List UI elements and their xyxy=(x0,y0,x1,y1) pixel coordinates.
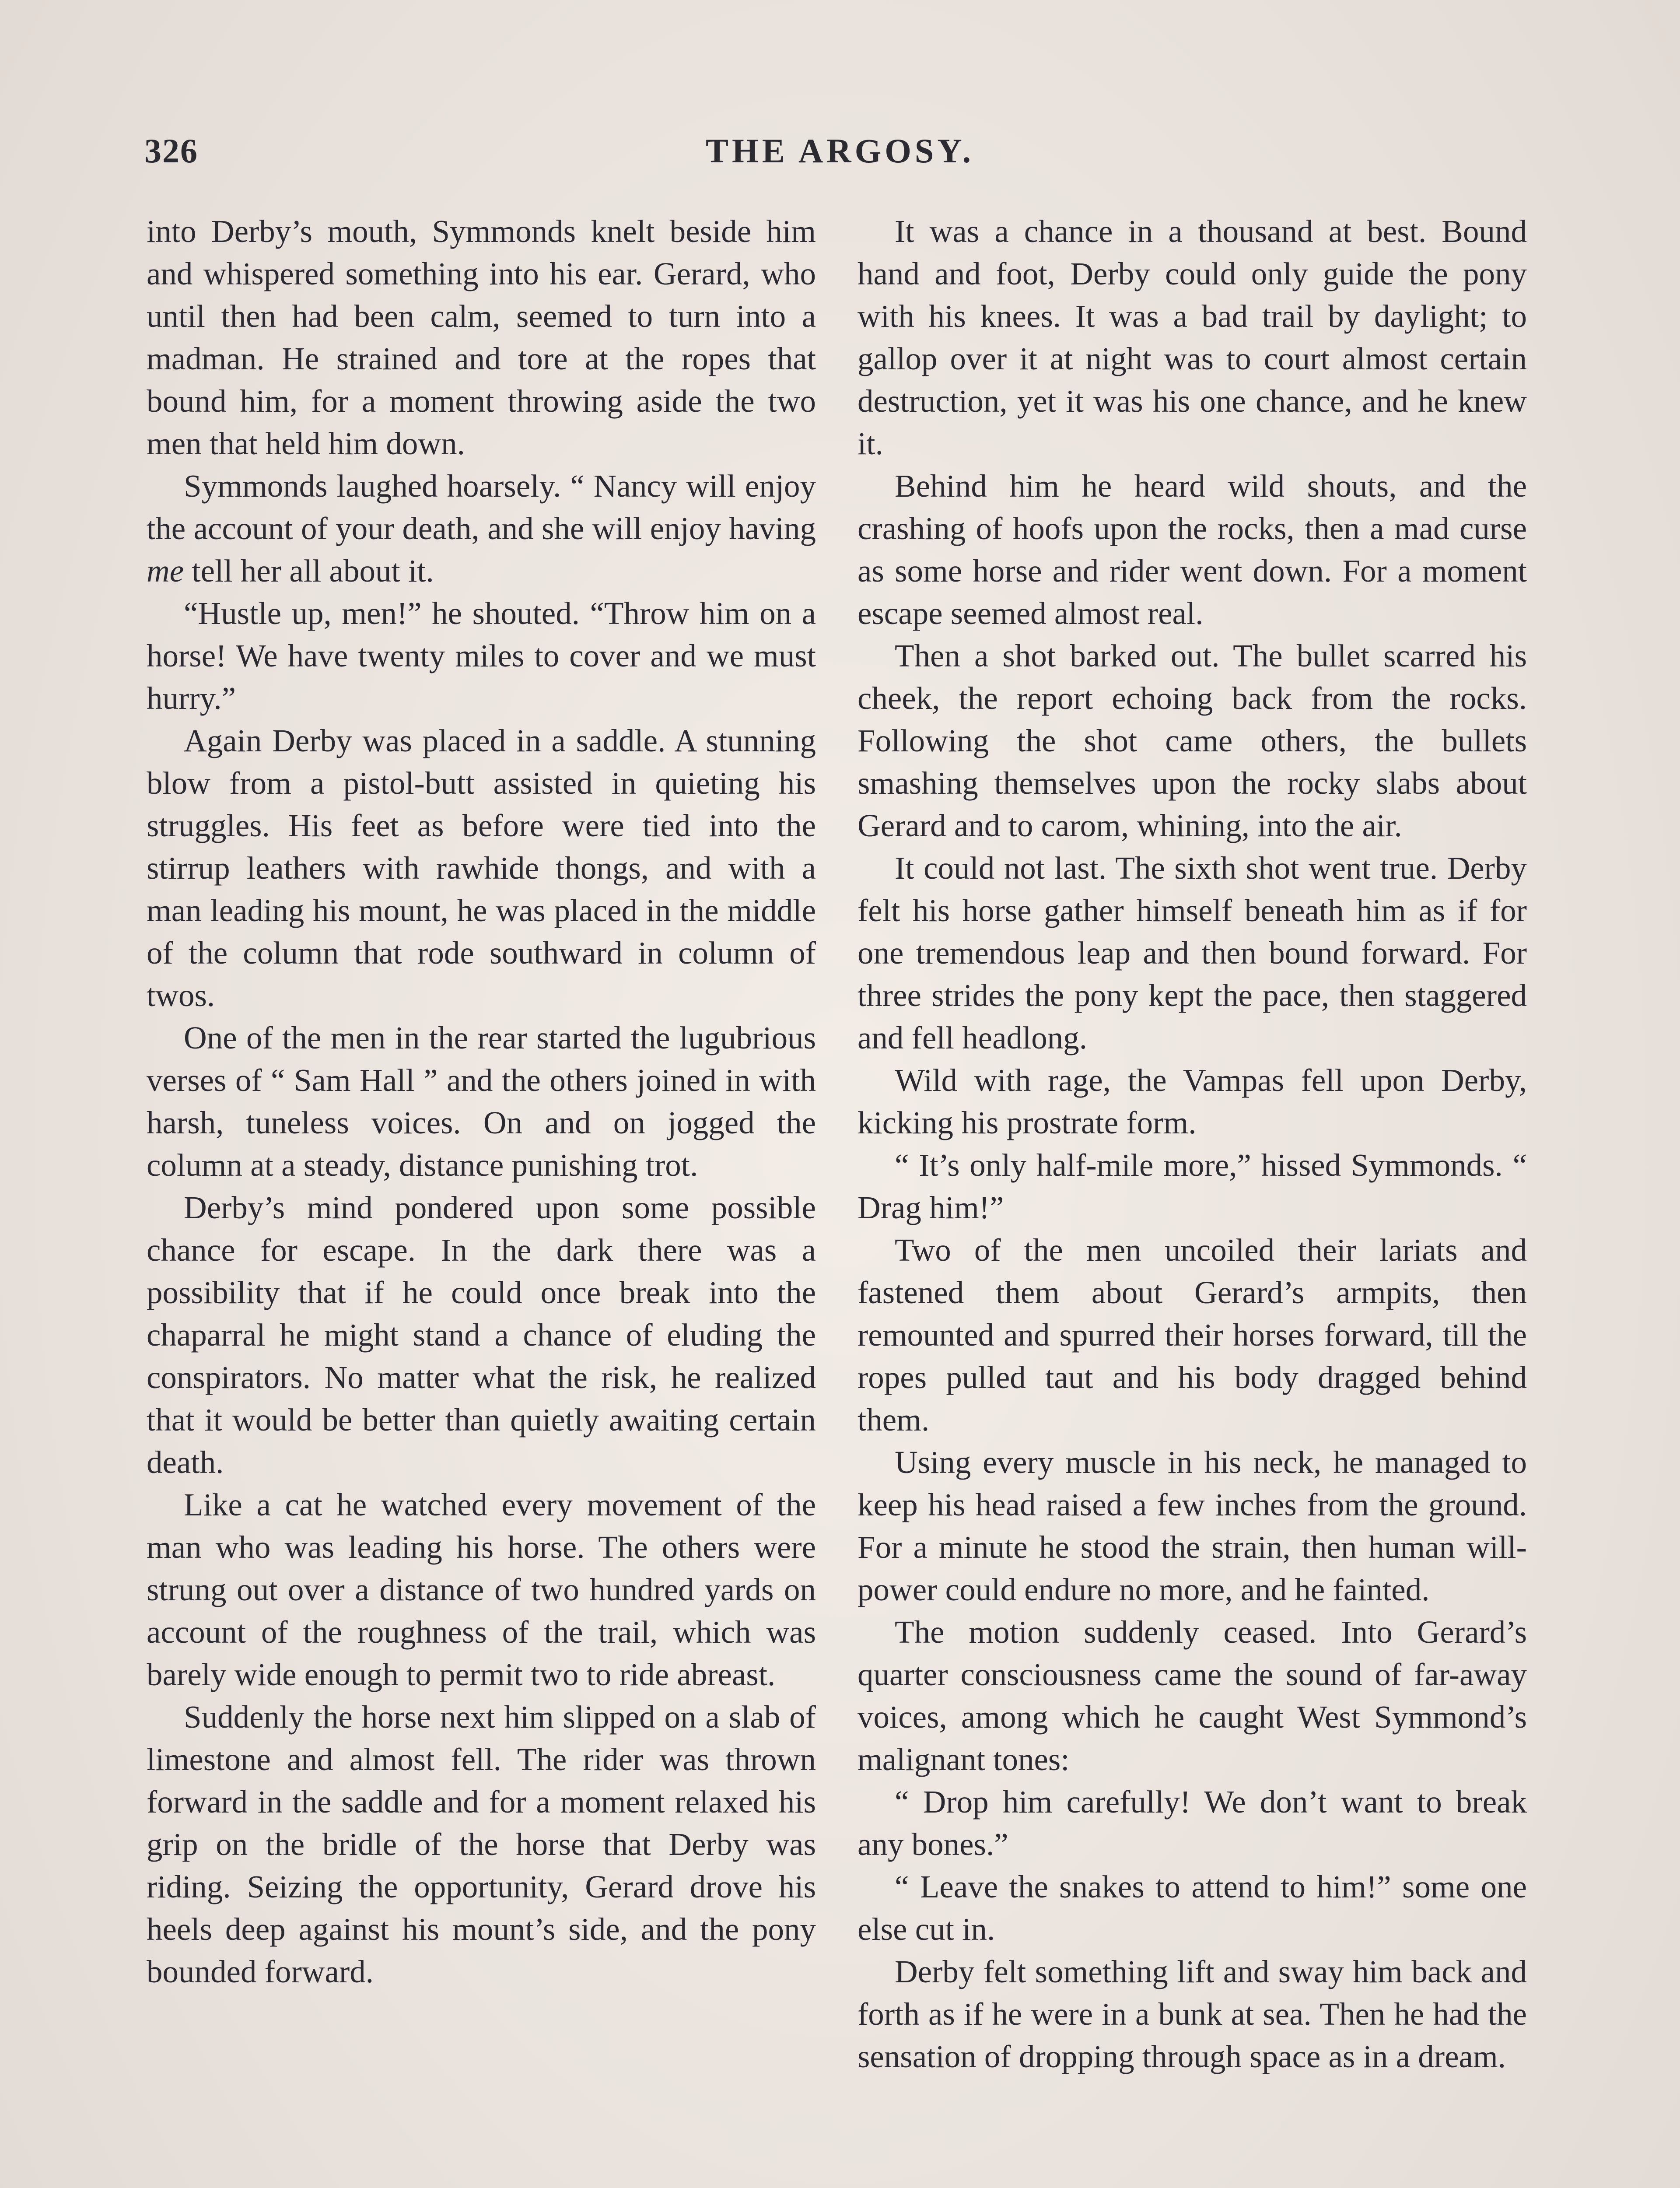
paragraph: Two of the men uncoiled their lariats and fastened them about Gerard’s armpits, then remounted and spurred their horses forward, till the ropes pulled taut and his body dragged behind them. xyxy=(858,1232,1527,1438)
paragraph: “ Drop him carefully! We don’t want to break any bones.” xyxy=(858,1784,1527,1862)
paragraph: Derby’s mind pondered upon some possible chance for escape. In the dark there was a possibility that if he could once break into the chaparral he might stand a chance of eluding the conspirators. No matter what the risk, he realized that it would be better than quietly awaiting certain death. xyxy=(147,1190,816,1480)
paragraph: One of the men in the rear started the lugubrious verses of “ Sam Hall ” and the others joined in with harsh, tuneless voices. On and on jogged the column at a steady, distance punishing trot. xyxy=(147,1020,816,1183)
page-number: 326 xyxy=(144,132,198,170)
paragraph: “ Leave the snakes to attend to him!” some one else cut in. xyxy=(858,1869,1527,1947)
paragraph xyxy=(147,465,816,592)
paragraph: Like a cat he watched every movement of the man who was leading his horse. The others were strung out over a distance of two hundred yards on account of the roughness of the trail, which was barely wide enough to permit two to ride abreast. xyxy=(147,1487,816,1692)
paragraph: into Derby’s mouth, Symmonds knelt beside him and whispered something into his ear. Gerard, who until then had been calm, seemed to turn into a madman. He strained and tore at the ropes that bound him, for a moment throwing aside the two men that held him down. xyxy=(147,214,816,461)
page-header xyxy=(144,131,1536,179)
paragraph: Using every muscle in his neck, he managed to keep his head raised a few inches from the ground. For a minute he stood the strain, then human will-power could endure no more, and he fainted. xyxy=(858,1445,1527,1607)
running-head: THE ARGOSY. xyxy=(706,132,974,170)
text-run: tell her all about it. xyxy=(184,553,434,589)
right-column xyxy=(858,210,1527,2078)
paragraph: Derby felt something lift and sway him back and forth as if he were in a bunk at sea. Then he had the sensation of dropping through space as in a dream. xyxy=(858,1954,1527,2074)
paragraph: Behind him he heard wild shouts, and the crashing of hoofs upon the rocks, then a mad curse as some horse and rider went down. For a moment escape seemed almost real. xyxy=(858,468,1527,631)
paragraph: Again Derby was placed in a saddle. A stunning blow from a pistol-butt assisted in quieting his struggles. His feet as before were tied into the stirrup leathers with rawhide thongs, and with a man leading his mount, he was placed in the middle of the column that rode southward in column of twos. xyxy=(147,723,816,1013)
paragraph: Suddenly the horse next him slipped on a slab of limestone and almost fell. The rider was thrown forward in the saddle and for a moment relaxed his grip on the bridle of the horse that Derby was riding. Seizing the opportunity, Gerard drove his heels deep against his mount’s side, and the pony bounded forward. xyxy=(147,1699,816,1989)
paragraph: “ It’s only half-mile more,” hissed Symmonds. “ Drag him!” xyxy=(858,1147,1527,1225)
paragraph: It could not last. The sixth shot went true. Derby felt his horse gather himself beneath him as if for one tremendous leap and then bound forward. For three strides the pony kept the pace, then staggered and fell headlong. xyxy=(858,850,1527,1055)
paragraph: It was a chance in a thousand at best. Bound hand and foot, Derby could only guide the pony with his knees. It was a bad trail by daylight; to gallop over it at night was to court almost certain destruction, yet it was his one chance, and he knew it. xyxy=(858,214,1527,461)
paragraph: Then a shot barked out. The bullet scarred his cheek, the report echoing back from the rocks. Following the shot came others, the bullets smashing themselves upon the rocky slabs about Gerard and to carom, whining, into the air. xyxy=(858,638,1527,843)
emphasized-word: me xyxy=(147,553,184,589)
paragraph: “Hustle up, men!” he shouted. “Throw him on a horse! We have twenty miles to cover and we must hurry.” xyxy=(147,596,816,716)
text-run: Symmonds laughed hoarsely. “ Nancy will enjoy the account of your death, and she will enjoy having xyxy=(147,468,816,546)
paragraph: The motion suddenly ceased. Into Gerard’s quarter consciousness came the sound of far-away voices, among which he caught West Symmond’s malignant tones: xyxy=(858,1614,1527,1777)
left-column xyxy=(147,210,816,1993)
paragraph: Wild with rage, the Vampas fell upon Derby, kicking his prostrate form. xyxy=(858,1062,1527,1140)
